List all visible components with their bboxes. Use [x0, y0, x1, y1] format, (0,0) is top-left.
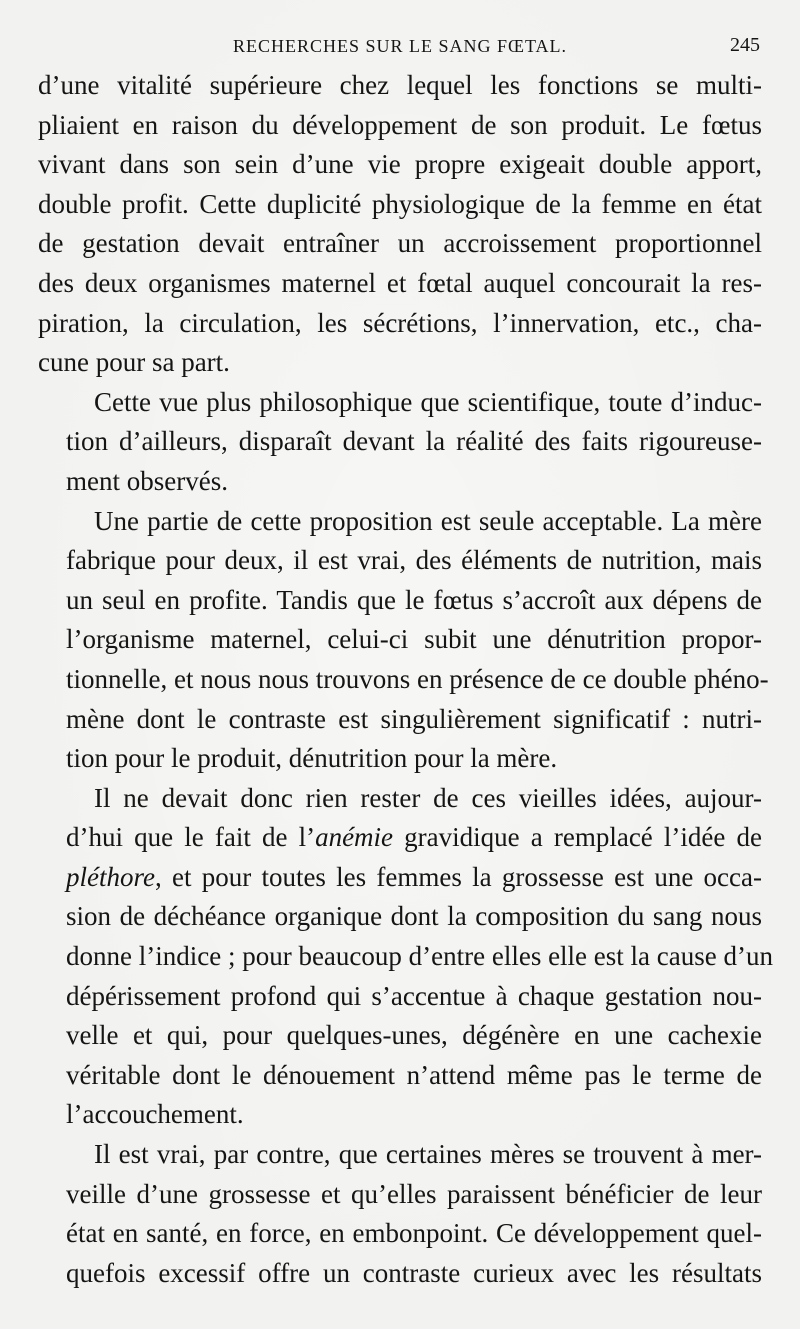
text-line: des deux organismes maternel et fœtal auquel concourait la res- [38, 267, 762, 298]
text-line: d’une vitalité supérieure chez lequel les fonctions se multi- [38, 70, 762, 100]
text-line: fabrique pour deux, il est vrai, des éléments de nutrition, mais [66, 545, 762, 576]
text-line: mène dont le contraste est singulièrement significatif : nutri- [66, 703, 762, 734]
text-line: Une partie de cette proposition est seule acceptable. La mère [94, 505, 762, 536]
text-line: velle et qui, pour quelques-unes, dégénère en une cachexie [66, 1020, 762, 1051]
text-line: dépérissement profond qui s’accentue à chaque gestation nou- [66, 980, 762, 1011]
text-line-with-emphasis [38, 818, 762, 858]
text-line: Il ne devait donc rien rester de ces vieilles idées, aujour- [94, 782, 762, 813]
text-line: piration, la circulation, les sécrétions, l’innervation, etc., cha- [38, 307, 762, 338]
paragraph-2 [38, 383, 762, 502]
text-segment: , et pour toutes les femmes la grossesse est une occa- [154, 861, 762, 892]
text-segment: gravidique a remplacé l’idée de [393, 822, 762, 853]
text-line: l’organisme maternel, celui-ci subit une dénutrition propor- [66, 624, 762, 655]
text-line: cune pour sa part. [38, 347, 230, 378]
text-line: vivant dans son sein d’une vie propre exigeait double apport, [38, 149, 762, 180]
text-line: véritable dont le dénouement n’attend même pas le terme de [66, 1059, 762, 1090]
page-number: 245 [730, 34, 760, 56]
text-line: état en santé, en force, en embonpoint. Ce développement quel- [66, 1218, 762, 1249]
text-line: tionnelle, et nous nous trouvons en présence de ce double phéno- [66, 663, 769, 694]
paragraph-4 [38, 779, 773, 1135]
emphasis-anemie: anémie [315, 822, 394, 853]
text-line: quefois excessif offre un contraste curieux avec les résultats [66, 1257, 762, 1288]
text-line: de gestation devait entraîner un accroissement proportionnel [38, 228, 762, 259]
text-line: donne l’indice ; pour beaucoup d’entre elles elle est la cause d’un [66, 941, 773, 972]
paragraph-5 [38, 1135, 762, 1293]
text-line: double profit. Cette duplicité physiologique de la femme en état [38, 188, 762, 219]
text-line: ment observés. [66, 465, 228, 496]
text-line-with-emphasis [38, 858, 762, 898]
text-segment: d’hui que le fait de l’ [66, 822, 316, 853]
text-line: tion d’ailleurs, disparaît devant la réalité des faits rigoureuse- [66, 426, 762, 457]
text-line: l’accouchement. [66, 1099, 244, 1130]
text-line: sion de déchéance organique dont la composition du sang nous [66, 901, 762, 932]
body-text [38, 66, 773, 1293]
text-line: Il est vrai, par contre, que certaines mères se trouvent à mer- [94, 1139, 762, 1170]
text-line: pliaient en raison du développement de son produit. Le fœtus [38, 109, 762, 140]
paragraph-1 [38, 66, 762, 383]
text-line: veille d’une grossesse et qu’elles paraissent bénéficier de leur [66, 1178, 762, 1209]
text-line: tion pour le produit, dénutrition pour la mère. [66, 743, 558, 774]
text-line: un seul en profite. Tandis que le fœtus s’accroît aux dépens de [66, 584, 762, 615]
emphasis-plethore: pléthore [66, 861, 155, 892]
running-head [38, 30, 762, 60]
running-title: RECHERCHES SUR LE SANG FŒTAL. [232, 36, 568, 56]
paragraph-3 [38, 502, 769, 779]
text-line: Cette vue plus philosophique que scientifique, toute d’induc- [94, 386, 762, 417]
